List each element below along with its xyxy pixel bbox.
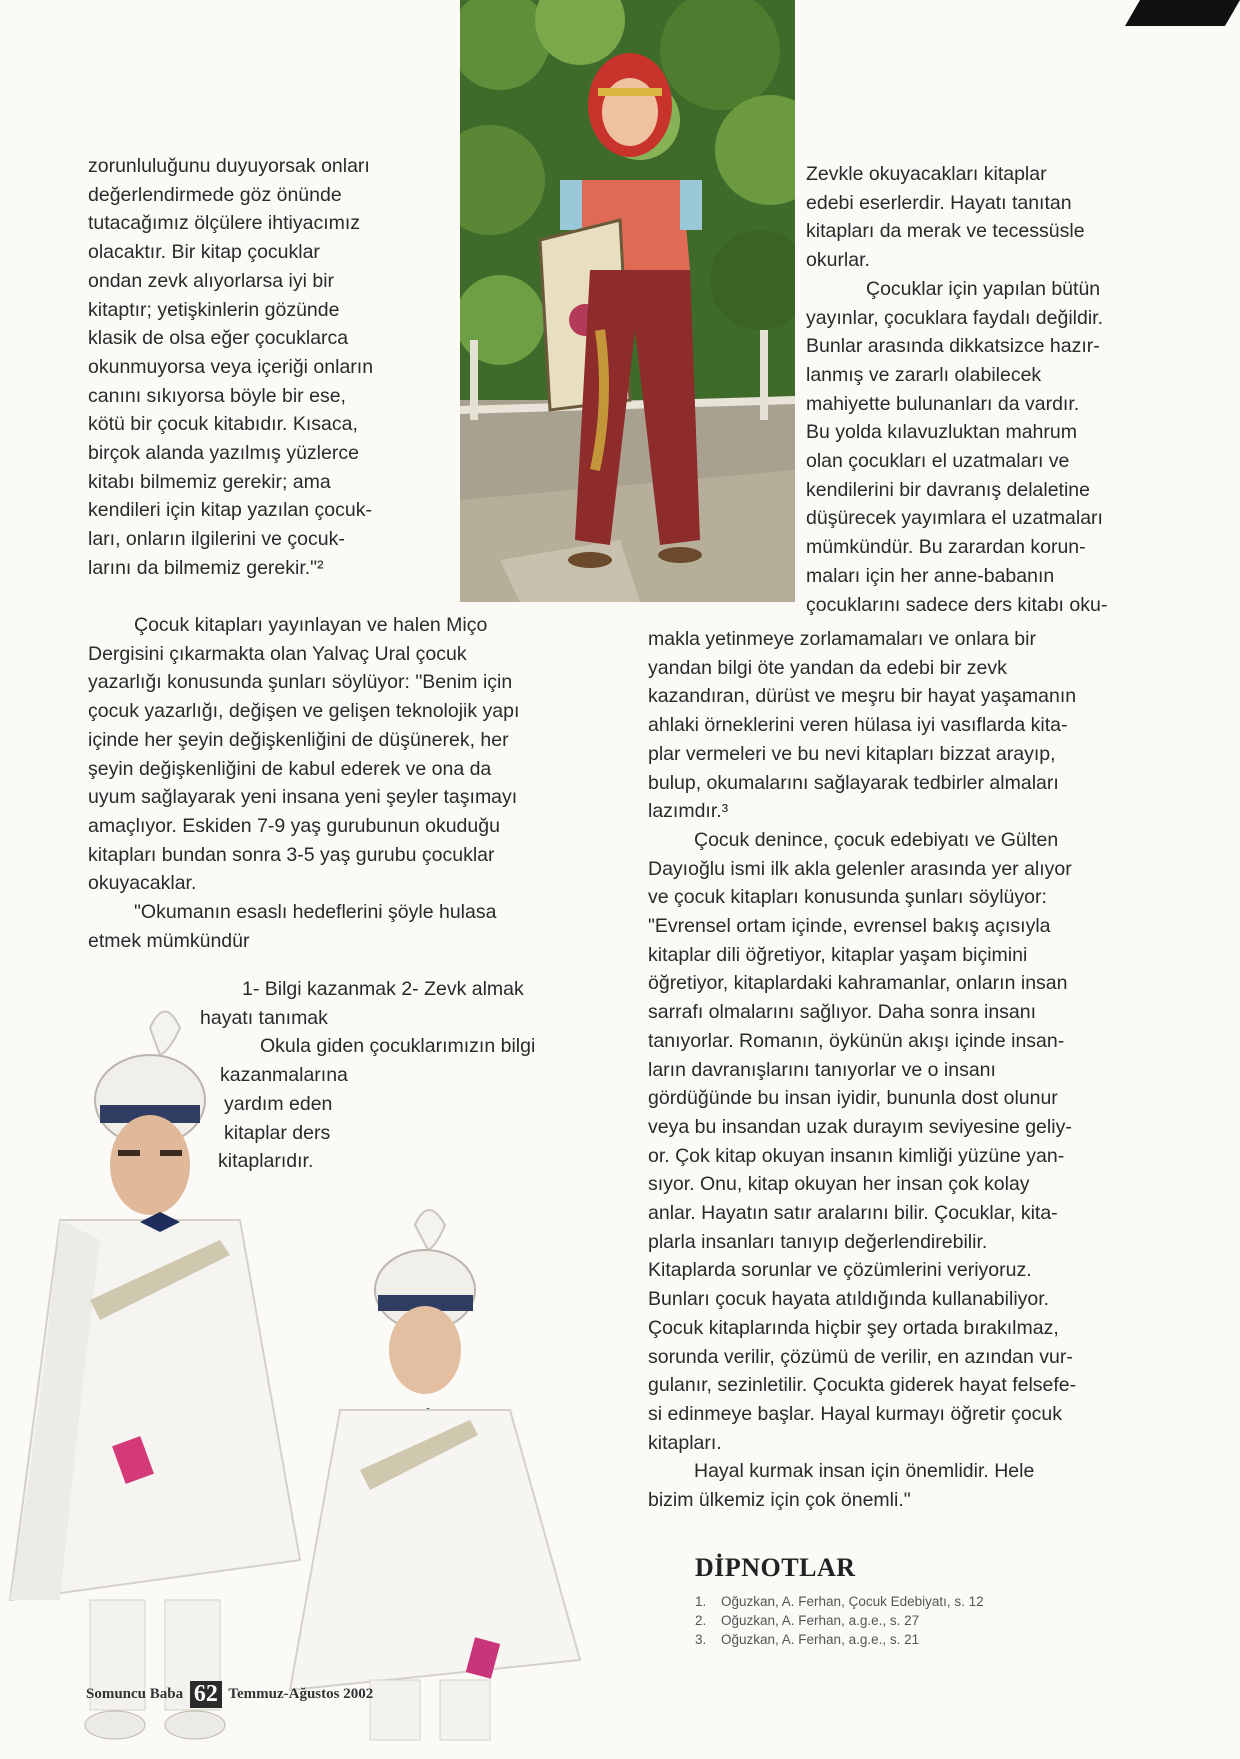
right-column-mid bbox=[648, 625, 1176, 1515]
text-line: olan çocukları el uzatmaları ve bbox=[806, 450, 1070, 473]
text-line: tutacağımız ölçülere ihtiyacımız bbox=[88, 212, 361, 235]
text-line: kitaplar ders bbox=[224, 1121, 331, 1144]
page-number: 62 bbox=[190, 1681, 222, 1708]
text-line: Okula giden çocuklarımızın bilgi bbox=[260, 1035, 536, 1058]
text-line: ondan zevk alıyorlarsa iyi bir bbox=[88, 269, 335, 292]
footnotes-heading: DİPNOTLAR bbox=[695, 1553, 856, 1582]
text-line: kitapları. bbox=[648, 1431, 722, 1454]
text-line: olacaktır. Bir kitap çocuklar bbox=[88, 241, 320, 264]
text-line: anlar. Hayatın satır aralarını bilir. Çocuklar, kita- bbox=[648, 1202, 1058, 1225]
left-column-mid bbox=[88, 611, 616, 955]
text-line: bulup, okumalarını sağlayarak tedbirler almaları bbox=[648, 771, 1059, 794]
left-column-list bbox=[200, 975, 616, 1176]
text-line: ları, onların ilgilerini ve çocuk- bbox=[88, 528, 345, 551]
footnote-item bbox=[695, 1611, 919, 1630]
text-line: okunmuyorsa veya içeriği onların bbox=[88, 355, 374, 378]
text-line: Bu yolda kılavuzluktan mahrum bbox=[806, 421, 1077, 444]
text-line: gördüğünde bu insan iyidir, bununla dost olunur bbox=[648, 1087, 1058, 1110]
text-line: kendileri için kitap yazılan çocuk- bbox=[88, 499, 372, 522]
text-line: ahlaki örneklerini veren hülasa iyi vasıflarda kita- bbox=[648, 714, 1068, 737]
right-column-top bbox=[806, 160, 1176, 619]
text-line: gulanır, sezinletilir. Çocukta giderek hayat felsefe- bbox=[648, 1374, 1077, 1397]
text-line: kazanmalarına bbox=[220, 1064, 348, 1087]
text-line: Bunları çocuk hayata atıldığında kullanabiliyor. bbox=[648, 1288, 1050, 1311]
text-line: edebi eserlerdir. Hayatı tanıtan bbox=[806, 191, 1072, 214]
text-line: yardım eden bbox=[224, 1092, 333, 1115]
text-line: mahiyette bulunanları da vardır. bbox=[806, 392, 1080, 415]
text-line: uyum sağlayarak yeni insana yeni şeyler taşımayı bbox=[88, 786, 518, 809]
text-line: hayatı tanımak bbox=[200, 1006, 328, 1029]
text-line: lanmış ve zararlı olabilecek bbox=[806, 363, 1042, 386]
text-line: sıyor. Onu, kitap okuyan her insan çok kolay bbox=[648, 1173, 1030, 1196]
text-line: kazandıran, dürüst ve meşru bir hayat yaşamanın bbox=[648, 685, 1077, 708]
text-line: kitabı bilmemiz gerekir; ama bbox=[88, 470, 331, 493]
text-line: çocuk yazarlığı, değişen ve gelişen teknolojik yapı bbox=[88, 700, 520, 723]
text-line: kitapları da merak ve tecessüsle bbox=[806, 220, 1085, 243]
photo-girl-in-costume bbox=[460, 0, 795, 602]
text-line: yazarlığı konusunda şunları söylüyor: "Benim için bbox=[88, 671, 513, 694]
footnote-number: 3. bbox=[695, 1632, 707, 1647]
text-line: plarla insanları tanıyıp değerlendirebilir. bbox=[648, 1230, 988, 1253]
magazine-name: Somuncu Baba bbox=[86, 1685, 184, 1702]
text-line: mümkündür. Bu zarardan korun- bbox=[806, 536, 1086, 559]
issue-date: Temmuz-Ağustos 2002 bbox=[228, 1685, 374, 1702]
text-line: kendilerini bir davranış delaletine bbox=[806, 478, 1090, 501]
paragraph-start: Çocuk kitapları yayınlayan ve halen Miço bbox=[134, 614, 488, 636]
text-line: canını sıkıyorsa böyle bir ese, bbox=[88, 384, 346, 407]
footnote-item bbox=[695, 1630, 919, 1649]
text-line: veya bu insandan uzak durayım seviyesine geliy- bbox=[648, 1115, 1072, 1138]
text-line: Zevkle okuyacakları kitaplar bbox=[806, 163, 1047, 185]
text-line: kitaplarıdır. bbox=[218, 1150, 314, 1173]
text-line: öğretiyor, kitaplardaki kahramanlar, onların insan bbox=[648, 972, 1068, 995]
paragraph-start: Çocuklar için yapılan bütün bbox=[866, 277, 1101, 300]
text-line: kitapları bundan sonra 3-5 yaş gurubu çocuklar bbox=[88, 843, 495, 866]
page-footer bbox=[86, 1681, 373, 1708]
text-line: kitaptır; yetişkinlerin gözünde bbox=[88, 298, 340, 321]
text-line: ve çocuk kitapları konusunda şunları söylüyor: bbox=[648, 886, 1047, 909]
text-line: plar vermeleri ve bu nevi kitapları bizzat arayıp, bbox=[648, 742, 1056, 765]
text-line: si edinmeye başlar. Hayal kurmayı öğretir çocuk bbox=[648, 1402, 1063, 1425]
text-line: 1- Bilgi kazanmak 2- Zevk almak bbox=[242, 978, 524, 1000]
text-line: kitaplar dili öğretiyor, kitaplar yaşam biçimini bbox=[648, 943, 1028, 966]
left-column-top bbox=[88, 152, 450, 583]
text-line: Kitaplarda sorunlar ve çözümlerini veriyoruz. bbox=[648, 1259, 1032, 1282]
text-line: Dergisini çıkarmakta olan Yalvaç Ural çocuk bbox=[88, 642, 467, 665]
text-line: amaçlıyor. Eskiden 7-9 yaş gurubunun okuduğu bbox=[88, 814, 500, 837]
text-line: içinde her şeyin değişkenliğini de düşünerek, her bbox=[88, 728, 509, 751]
text-line: kötü bir çocuk kitabıdır. Kısaca, bbox=[88, 413, 358, 436]
text-line: etmek mümkündür bbox=[88, 929, 250, 952]
corner-mark bbox=[1125, 0, 1240, 26]
text-line: Dayıoğlu ismi ilk akla gelenler arasında yer alıyor bbox=[648, 857, 1072, 880]
footnote-text: Oğuzkan, A. Ferhan, Çocuk Edebiyatı, s. 12 bbox=[721, 1594, 984, 1609]
text-line: Bunlar arasında dikkatsizce hazır- bbox=[806, 335, 1100, 358]
paragraph-start: "Okumanın esaslı hedeflerini şöyle hulasa bbox=[134, 901, 497, 924]
text-line: sorunda verilir, çözümü de verilir, en azından vur- bbox=[648, 1345, 1073, 1368]
text-line: klasik de olsa eğer çocuklarca bbox=[88, 327, 349, 350]
text-line: çocuklarını sadece ders kitabı oku- bbox=[806, 593, 1108, 616]
text-line: yayınlar, çocuklara faydalı değildir. bbox=[806, 306, 1103, 329]
text-line: maları için her anne-babanın bbox=[806, 564, 1055, 587]
footnote-number: 2. bbox=[695, 1613, 707, 1628]
text-line: değerlendirmede göz önünde bbox=[88, 183, 342, 206]
text-line: yandan bilgi öte yandan da edebi bir zevk bbox=[648, 656, 1007, 679]
paragraph-start: Çocuk denince, çocuk edebiyatı ve Gülten bbox=[694, 828, 1059, 851]
text-line: okuyacaklar. bbox=[88, 872, 197, 895]
text-line: okurlar. bbox=[806, 249, 870, 272]
footnote-text: Oğuzkan, A. Ferhan, a.g.e., s. 21 bbox=[721, 1632, 920, 1647]
text-line: tanıyorlar. Romanın, öykünün akışı içinde insan- bbox=[648, 1029, 1065, 1052]
text-line: bizim ülkemiz için çok önemli." bbox=[648, 1489, 911, 1512]
text-line: lazımdır.³ bbox=[648, 800, 729, 823]
text-line: ların davranışlarını tanıyorlar ve o insanı bbox=[648, 1058, 996, 1081]
text-line: sarrafı olmalarını sağlıyor. Daha sonra insanı bbox=[648, 1001, 1037, 1024]
text-line: birçok alanda yazılmış yüzlerce bbox=[88, 442, 359, 465]
text-line: makla yetinmeye zorlamamaları ve onlara bir bbox=[648, 628, 1036, 650]
text-line: or. Çok kitap okuyan insanın kimliği yüzüne yan- bbox=[648, 1144, 1065, 1167]
text-line: Çocuk kitaplarında hiçbir şey ortada bırakılmaz, bbox=[648, 1316, 1059, 1339]
paragraph-start: Hayal kurmak insan için önemlidir. Hele bbox=[694, 1460, 1035, 1483]
text-line: larını da bilmemiz gerekir."² bbox=[88, 556, 324, 579]
text-line: düşürecek yayımlara el uzatmaları bbox=[806, 507, 1103, 530]
footnote-number: 1. bbox=[695, 1594, 707, 1609]
footnote-item bbox=[695, 1592, 984, 1611]
text-line: zorunluluğunu duyuyorsak onları bbox=[88, 155, 370, 177]
text-line: "Evrensel ortam içinde, evrensel bakış açısıyla bbox=[648, 915, 1051, 938]
footnote-text: Oğuzkan, A. Ferhan, a.g.e., s. 27 bbox=[721, 1613, 920, 1628]
text-line: şeyin değişkenliğini de kabul ederek ve ona da bbox=[88, 757, 492, 780]
